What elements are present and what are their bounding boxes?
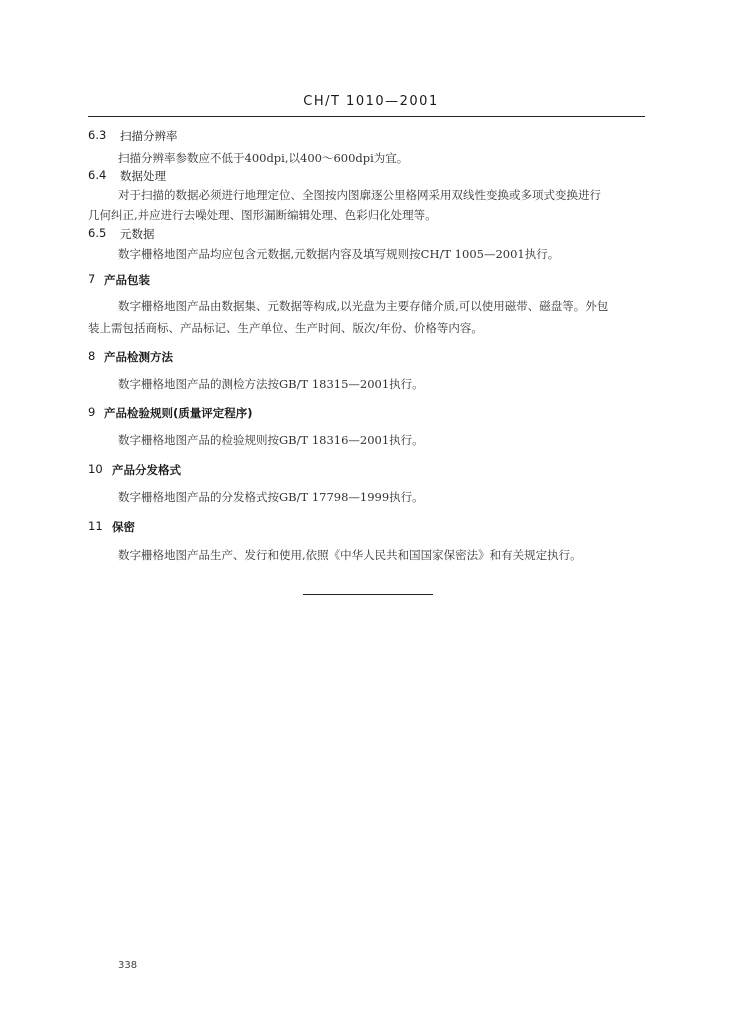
section-title: 产品分发格式 [112, 463, 181, 477]
section-body-line: 装上需包括商标、产品标记、生产单位、生产时间、版次/年份、价格等内容。 [88, 321, 483, 335]
section-body-line: 对于扫描的数据必须进行地理定位、全图按内图廓逐公里格网采用双线性变换或多项式变换进行 [118, 188, 601, 202]
section-number: 6.4 [88, 168, 107, 182]
header-rule [88, 116, 645, 117]
section-title: 数据处理 [120, 169, 166, 183]
section-body-line: 几何纠正,并应进行去噪处理、图形漏断编辑处理、色彩归化处理等。 [88, 208, 437, 222]
section-number: 6.5 [88, 226, 107, 240]
section-body-line: 扫描分辨率参数应不低于400dpi,以400～600dpi为宜。 [118, 151, 409, 165]
page-number: 338 [118, 960, 138, 971]
end-rule [303, 594, 433, 595]
section-title: 保密 [112, 520, 135, 534]
section-number: 9 [88, 405, 96, 419]
section-number: 8 [88, 349, 96, 363]
section-number: 11 [88, 519, 103, 533]
section-title: 产品包装 [104, 273, 150, 287]
section-body-line: 数字栅格地图产品均应包含元数据,元数据内容及填写规则按CH/T 1005—2001执行。 [118, 247, 560, 261]
section-body-line: 数字栅格地图产品的分发格式按GB/T 17798—1999执行。 [118, 490, 424, 504]
section-number: 6.3 [88, 128, 107, 142]
section-title: 产品检测方法 [104, 350, 173, 364]
section-number: 10 [88, 462, 103, 476]
section-body-line: 数字栅格地图产品的测检方法按GB/T 18315—2001执行。 [118, 377, 424, 391]
section-title: 扫描分辨率 [120, 129, 178, 143]
section-number: 7 [88, 272, 96, 286]
section-body-line: 数字栅格地图产品生产、发行和使用,依照《中华人民共和国国家保密法》和有关规定执行。 [118, 548, 582, 562]
section-title: 元数据 [120, 227, 155, 241]
section-body-line: 数字栅格地图产品的检验规则按GB/T 18316—2001执行。 [118, 433, 424, 447]
section-body-line: 数字栅格地图产品由数据集、元数据等构成,以光盘为主要存储介质,可以使用磁带、磁盘等。外包 [118, 299, 609, 313]
section-title: 产品检验规则(质量评定程序) [104, 406, 253, 420]
standard-code-header: CH/T 1010—2001 [303, 94, 439, 109]
